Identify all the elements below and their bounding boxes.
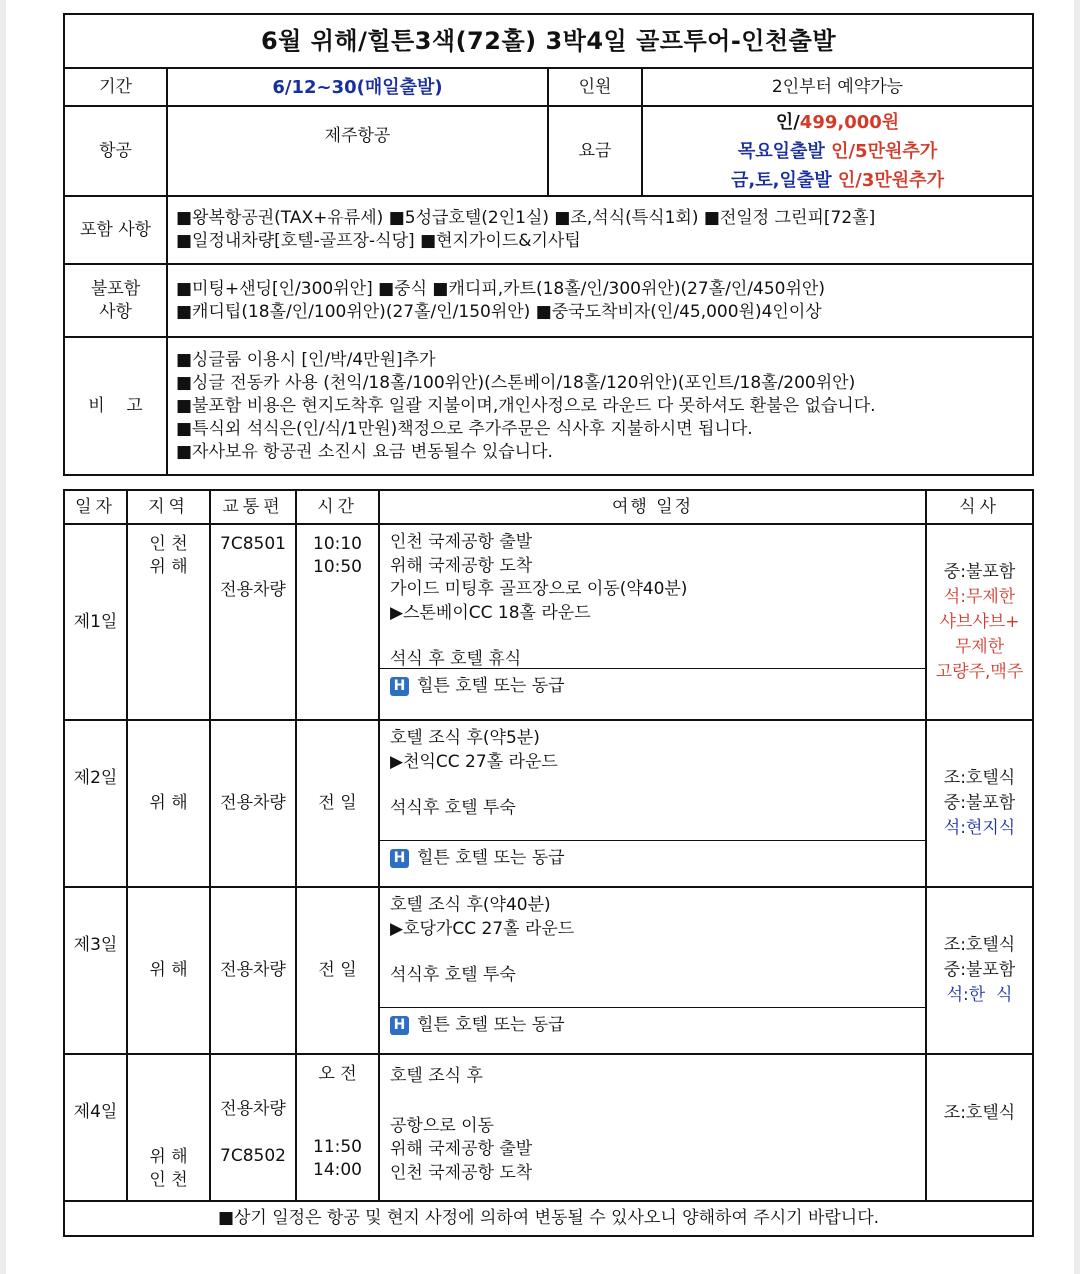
period-label: 기간 <box>64 68 167 106</box>
itinerary-row-day3 <box>64 887 1033 1054</box>
region-cell: 위 해 <box>127 720 210 887</box>
fare-price: 499,000원 <box>799 111 900 133</box>
include-list <box>167 196 1033 264</box>
day-label: 제2일 <box>64 720 127 887</box>
exclude-list <box>167 264 1033 337</box>
fare-label: 요금 <box>548 106 642 196</box>
remark-label: 비 고 <box>64 337 167 475</box>
transport-cell: 전용차량 7C8502 <box>210 1054 296 1201</box>
day-label: 제4일 <box>64 1054 127 1201</box>
hotel-row <box>380 840 925 876</box>
meal-cell: 조:호텔식 <box>926 1054 1033 1201</box>
hotel-icon: H <box>390 1016 409 1035</box>
meal-cell: 중:불포함 석:무제한 샤브샤브+ 무제한 고량주,맥주 <box>926 524 1033 720</box>
airline-label: 항공 <box>64 106 167 196</box>
remark-line: ■특식외 석식은(인/식/1만원)책정으로 추가주문은 식사후 지불하시면 됩니다. <box>176 418 753 439</box>
time-cell: 오 전 11:50 14:00 <box>296 1054 379 1201</box>
airline-value: 제주항공 <box>167 106 548 196</box>
tour-info-table <box>63 13 1034 476</box>
itinerary-row-day1 <box>64 524 1033 720</box>
remark-line: ■싱글룸 이용시 [인/박/4만원]추가 <box>176 349 436 370</box>
remark-line: ■싱글 전동카 사용 (천익/18홀/100위안)(스톤베이/18홀/120위안)(포인트/18홀/200위안) <box>176 372 856 393</box>
footer-notice: ■상기 일정은 항공 및 현지 사정에 의하여 변동될 수 있사오니 양해하여 주시기 바랍니다. <box>64 1201 1033 1236</box>
hotel-row <box>380 1007 925 1043</box>
page-title: 6월 위해/힐튼3색(72홀) 3박4일 골프투어-인천출발 <box>64 14 1033 68</box>
region-cell: 인 천 위 해 <box>127 524 210 720</box>
hotel-name: 힐튼 호텔 또는 동급 <box>417 1015 565 1035</box>
people-value: 2인부터 예약가능 <box>642 68 1033 106</box>
remark-line: ■자사보유 항공권 소진시 요금 변동될수 있습니다. <box>176 441 553 462</box>
include-line: ■왕복항공권(TAX+유류세) ■5성급호텔(2인1실) ■조,석식(특식1회) ■전일정 그린피[72홀] <box>176 208 876 228</box>
region-cell: 위 해 <box>127 887 210 1054</box>
region-cell: 위 해 인 천 <box>127 1054 210 1201</box>
transport-cell: 전용차량 <box>210 887 296 1054</box>
itinerary-table <box>63 489 1034 1237</box>
header-region: 지역 <box>127 490 210 524</box>
hotel-row <box>380 668 925 704</box>
page-edge-left <box>0 0 6 1274</box>
itinerary-header <box>64 490 1033 524</box>
hotel-name: 힐튼 호텔 또는 동급 <box>417 848 565 868</box>
time-cell: 전 일 <box>296 720 379 887</box>
exclude-label: 불포함 사항 <box>64 264 167 337</box>
transport-cell: 7C8501 전용차량 <box>210 524 296 720</box>
include-line: ■일정내차량[호텔-골프장-식당] ■현지가이드&기사팁 <box>176 231 581 251</box>
remark-line: ■불포함 비용은 현지도착후 일괄 지불이며,개인사정으로 라운드 다 못하셔도 환불은 없습니다. <box>176 395 876 416</box>
header-schedule: 여행 일정 <box>379 490 926 524</box>
header-day: 일자 <box>64 490 127 524</box>
remark-list <box>167 337 1033 475</box>
schedule-cell: 호텔 조식 후(약40분) ▶호당가CC 27홀 라운드 석식후 호텔 투숙 H 힐튼 호텔 또는 동급 <box>379 887 926 1054</box>
fare-cell <box>642 106 1033 196</box>
period-value: 6/12~30(매일출발) <box>167 68 548 106</box>
hotel-icon: H <box>390 677 409 696</box>
fare-thursday: 목요일출발 인/5만원추가 <box>737 140 938 162</box>
people-label: 인원 <box>548 68 642 106</box>
itinerary-row-day4 <box>64 1054 1033 1201</box>
day-label: 제3일 <box>64 887 127 1054</box>
transport-cell: 전용차량 <box>210 720 296 887</box>
itinerary-row-day2 <box>64 720 1033 887</box>
header-meal: 식사 <box>926 490 1033 524</box>
exclude-line: ■미팅+샌딩[인/300위안] ■중식 ■캐디피,카트(18홀/인/300위안)(27홀/인/450위안) <box>176 278 825 299</box>
hotel-icon: H <box>390 849 409 868</box>
include-label: 포함 사항 <box>64 196 167 264</box>
page-edge-right <box>1074 0 1080 1274</box>
fare-base: 인/499,000원 <box>775 111 900 133</box>
meal-cell: 조:호텔식 중:불포함 석:한 식 <box>926 887 1033 1054</box>
header-transport: 교통편 <box>210 490 296 524</box>
time-cell: 전 일 <box>296 887 379 1054</box>
day-label: 제1일 <box>64 524 127 720</box>
fare-weekend: 금,토,일출발 인/3만원추가 <box>731 169 944 191</box>
schedule-cell: 호텔 조식 후(약5분) ▶천익CC 27홀 라운드 석식후 호텔 투숙 H 힐튼 호텔 또는 동급 <box>379 720 926 887</box>
exclude-line: ■캐디팁(18홀/인/100위안)(27홀/인/150위안) ■중국도착비자(인/45,000원)4인이상 <box>176 301 822 322</box>
meal-cell: 조:호텔식 중:불포함 석:현지식 <box>926 720 1033 887</box>
schedule-cell: 호텔 조식 후 공항으로 이동 위해 국제공항 출발 인천 국제공항 도착 <box>379 1054 926 1201</box>
time-cell: 10:10 10:50 <box>296 524 379 720</box>
hotel-name: 힐튼 호텔 또는 동급 <box>417 676 565 696</box>
schedule-cell: 인천 국제공항 출발 위해 국제공항 도착 가이드 미팅후 골프장으로 이동(약40분) ▶스톤베이CC 18홀 라운드 석식 후 호텔 휴식 H 힐튼 호텔 또는 동급 <box>379 524 926 720</box>
header-time: 시간 <box>296 490 379 524</box>
